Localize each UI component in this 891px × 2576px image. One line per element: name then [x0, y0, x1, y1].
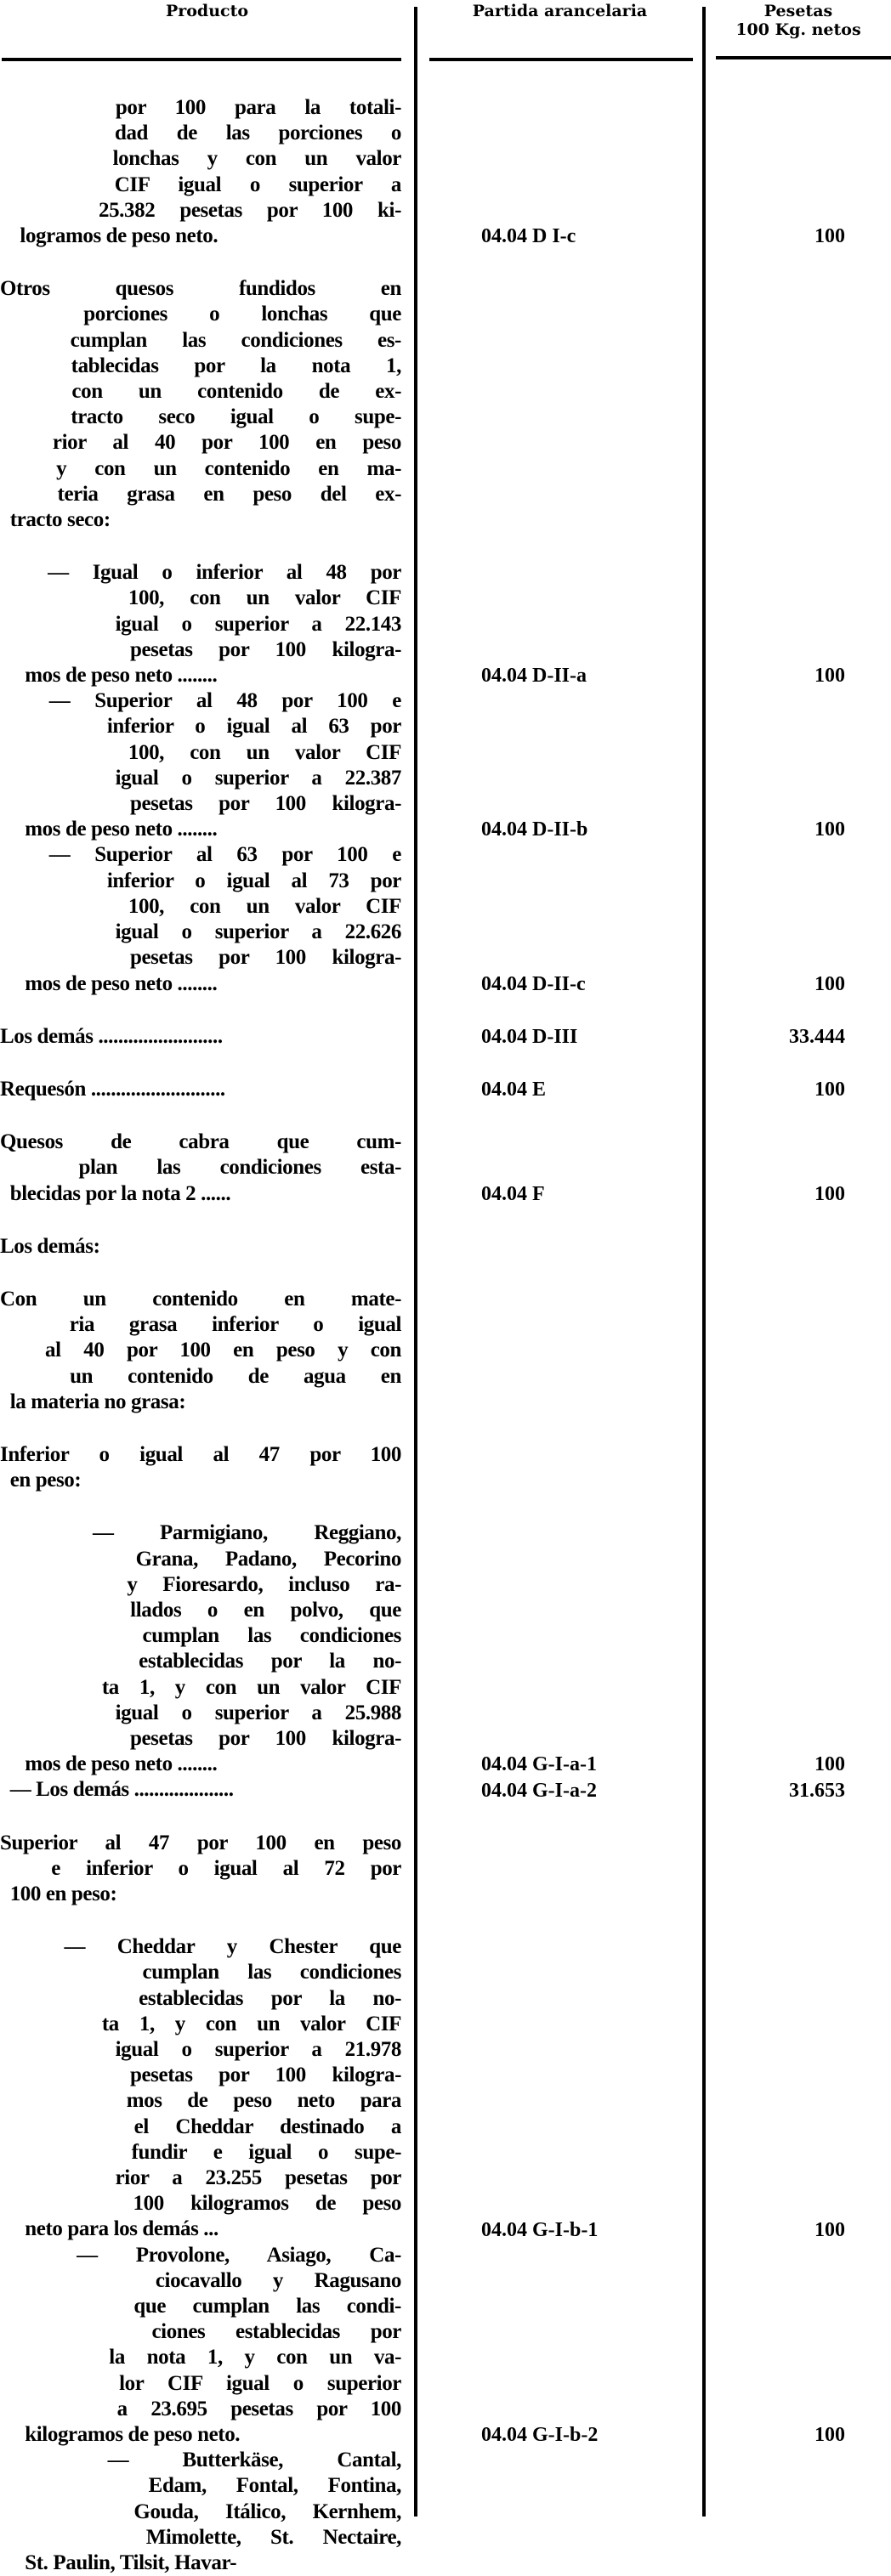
- product-line: — Provolone, Asiago, Ca-: [0, 2243, 401, 2267]
- product-line: kilogramos de peso neto.: [0, 2423, 241, 2447]
- table-row: [0, 276, 891, 533]
- product-line: en peso:: [0, 1469, 82, 1492]
- product-line: pesetas por 100 kilogra-: [0, 2064, 401, 2087]
- product-line: igual o superior a 21.978: [0, 2038, 401, 2061]
- product-line: Mimolette, St. Nectaire,: [0, 2525, 401, 2549]
- table-row: [0, 95, 891, 249]
- product-line: llados o en polvo, que: [0, 1598, 401, 1622]
- table-header: [0, 0, 891, 68]
- product-description: [0, 1442, 401, 1493]
- tariff-code: 04.04 G-I-a-1: [481, 1753, 597, 1776]
- product-line: — Igual o inferior al 48 por: [0, 561, 401, 585]
- product-description: [0, 842, 401, 996]
- product-description: [0, 1129, 401, 1207]
- pesetas-value: 100: [814, 225, 845, 248]
- product-line: 100, con un valor CIF: [0, 894, 401, 918]
- row-spacer: [0, 1493, 891, 1520]
- row-spacer: [0, 997, 891, 1024]
- product-line: y Fioresardo, incluso ra-: [0, 1572, 401, 1596]
- pesetas-value: 100: [814, 2218, 845, 2241]
- pesetas-unit-label: 100 Kg. netos: [735, 20, 861, 39]
- product-line: con un contenido de ex-: [0, 380, 401, 404]
- product-line: y con un contenido en ma-: [0, 456, 401, 480]
- product-line: — Parmigiano, Reggiano,: [0, 1521, 401, 1545]
- product-line: St. Paulin, Tilsit, Havar-: [0, 2551, 237, 2575]
- product-line: 100, con un valor CIF: [0, 586, 401, 610]
- table-row: [0, 1287, 891, 1415]
- product-line: ta 1, y con un valor CIF: [0, 2012, 401, 2035]
- product-description: [0, 1077, 401, 1102]
- product-line: teria grasa en peso del ex-: [0, 482, 401, 506]
- tariff-code: 04.04 F: [481, 1182, 545, 1205]
- product-line: mos de peso neto ........: [0, 818, 218, 841]
- pesetas-value: 31.653: [789, 1779, 845, 1802]
- product-line: e inferior o igual al 72 por: [0, 1856, 401, 1880]
- product-line: — Superior al 63 por 100 e: [0, 843, 401, 867]
- tariff-code: 04.04 D-II-a: [481, 665, 587, 688]
- product-line: plan las condiciones esta-: [0, 1156, 401, 1180]
- table-row: [0, 1077, 891, 1102]
- product-line: al 40 por 100 en peso y con: [0, 1339, 401, 1362]
- product-line: lonchas y con un valor: [0, 147, 401, 171]
- product-line: igual o superior a 22.387: [0, 766, 401, 790]
- row-spacer: [0, 1415, 891, 1442]
- tariff-code: 04.04 D-II-b: [481, 818, 588, 841]
- header-rule-pesetas: [716, 56, 891, 59]
- product-line: Los demás .........................: [0, 1024, 223, 1048]
- product-line: — Butterkäse, Cantal,: [0, 2449, 401, 2472]
- table-row: [0, 1520, 891, 1777]
- product-line: rior al 40 por 100 en peso: [0, 431, 401, 455]
- row-spacer: [0, 1907, 891, 1934]
- product-line: cumplan las condiciones: [0, 1624, 401, 1648]
- table-row: [0, 1129, 891, 1207]
- product-line: establecidas por la no-: [0, 1650, 401, 1673]
- product-description: [0, 560, 401, 688]
- tariff-code: 04.04 D I-c: [481, 225, 576, 248]
- product-line: Gouda, Itálico, Kernhem,: [0, 2500, 401, 2523]
- column-header-partida: Partida arancelaria: [472, 2, 648, 20]
- product-line: blecidas por la nota 2 ......: [0, 1181, 231, 1205]
- column-header-pesetas: [706, 2, 891, 39]
- row-spacer: [0, 1102, 891, 1129]
- column-header-producto: Producto: [165, 2, 249, 20]
- product-line: pesetas por 100 kilogra-: [0, 946, 401, 970]
- product-line: pesetas por 100 kilogra-: [0, 637, 401, 661]
- product-line: a 23.695 pesetas por 100: [0, 2397, 401, 2420]
- product-line: — Superior al 48 por 100 e: [0, 689, 401, 713]
- product-line: la materia no grasa:: [0, 1390, 186, 1413]
- product-line: la nota 1, y con un va-: [0, 2346, 401, 2369]
- product-line: mos de peso neto ........: [0, 664, 218, 688]
- product-line: CIF igual o superior a: [0, 173, 401, 196]
- product-description: [0, 2448, 401, 2576]
- product-line: mos de peso neto ........: [0, 971, 218, 995]
- product-description: [0, 1934, 401, 2242]
- product-description: [0, 276, 401, 533]
- product-line: que cumplan las condi-: [0, 2295, 401, 2318]
- product-line: tracto seco:: [0, 508, 111, 532]
- product-line: porciones o lonchas que: [0, 303, 401, 326]
- pesetas-value: 100: [814, 972, 845, 995]
- product-line: igual o superior a 22.143: [0, 612, 401, 636]
- product-line: igual o superior a 22.626: [0, 920, 401, 944]
- product-line: tablecidas por la nota 1,: [0, 354, 401, 377]
- product-line: Los demás:: [0, 1234, 100, 1258]
- product-line: 25.382 pesetas por 100 ki-: [0, 198, 401, 222]
- pesetas-label: Pesetas: [763, 2, 833, 20]
- table-row: [0, 1024, 891, 1050]
- product-line: Inferior o igual al 47 por 100: [0, 1442, 401, 1466]
- row-spacer: [0, 1207, 891, 1234]
- product-description: [0, 2243, 401, 2449]
- product-line: Otros quesos fundidos en: [0, 277, 401, 301]
- table-row: [0, 1777, 891, 1803]
- product-line: cumplan las condiciones es-: [0, 328, 401, 352]
- table-row: [0, 1234, 891, 1260]
- row-spacer: [0, 249, 891, 276]
- product-line: 100 kilogramos de peso: [0, 2192, 401, 2216]
- product-line: mos de peso neto ........: [0, 1752, 218, 1776]
- product-line: ria grasa inferior o igual: [0, 1313, 401, 1337]
- product-line: inferior o igual al 73 por: [0, 869, 401, 892]
- pesetas-value: 100: [814, 2424, 845, 2447]
- product-line: por 100 para la totali-: [0, 96, 401, 119]
- product-line: ta 1, y con un valor CIF: [0, 1675, 401, 1699]
- product-line: ciocavallo y Ragusano: [0, 2268, 401, 2292]
- product-line: un contenido de agua en: [0, 1364, 401, 1388]
- product-line: Superior al 47 por 100 en peso: [0, 1831, 401, 1854]
- pesetas-value: 100: [814, 1753, 845, 1776]
- tariff-code: 04.04 E: [481, 1079, 547, 1101]
- product-line: establecidas por la no-: [0, 1986, 401, 2010]
- product-line: pesetas por 100 kilogra-: [0, 792, 401, 816]
- header-rule-producto: [2, 58, 401, 61]
- product-description: [0, 688, 401, 842]
- product-line: Edam, Fontal, Fontina,: [0, 2474, 401, 2498]
- product-line: lor CIF igual o superior: [0, 2371, 401, 2395]
- table-row: [0, 1442, 891, 1493]
- product-line: pesetas por 100 kilogra-: [0, 1726, 401, 1750]
- table-row: [0, 842, 891, 996]
- table-row: [0, 2243, 891, 2449]
- product-line: rior a 23.255 pesetas por: [0, 2166, 401, 2190]
- tariff-code: 04.04 D-II-c: [481, 972, 586, 995]
- product-line: Requesón ...........................: [0, 1077, 225, 1101]
- table-row: [0, 688, 891, 842]
- product-line: 100, con un valor CIF: [0, 740, 401, 764]
- product-description: [0, 1777, 401, 1803]
- table-row: [0, 1831, 891, 1908]
- pesetas-value: 100: [814, 818, 845, 841]
- product-line: el Cheddar destinado a: [0, 2115, 401, 2138]
- table-row: [0, 2448, 891, 2576]
- tariff-table-body: [0, 95, 891, 2576]
- product-line: Con un contenido en mate-: [0, 1287, 401, 1311]
- product-line: tracto seco igual o supe-: [0, 405, 401, 429]
- product-description: [0, 1234, 401, 1260]
- tariff-code: 04.04 G-I-a-2: [481, 1779, 597, 1802]
- product-line: — Los demás ....................: [0, 1778, 234, 1802]
- product-line: logramos de peso neto.: [0, 224, 218, 248]
- product-line: ciones establecidas por: [0, 2320, 401, 2344]
- product-line: inferior o igual al 63 por: [0, 715, 401, 739]
- row-spacer: [0, 1803, 891, 1831]
- pesetas-value: 100: [814, 1079, 845, 1101]
- tariff-code: 04.04 G-I-b-2: [481, 2424, 599, 2447]
- product-line: fundir e igual o supe-: [0, 2140, 401, 2164]
- product-line: neto para los demás ...: [0, 2217, 218, 2241]
- product-description: [0, 1520, 401, 1777]
- product-description: [0, 95, 401, 249]
- product-description: [0, 1287, 401, 1415]
- tariff-code: 04.04 D-III: [481, 1025, 578, 1048]
- pesetas-value: 100: [814, 665, 845, 688]
- header-rule-partida: [429, 58, 693, 61]
- table-row: [0, 1934, 891, 2242]
- product-description: [0, 1024, 401, 1050]
- product-line: 100 en peso:: [0, 1882, 117, 1905]
- row-spacer: [0, 533, 891, 560]
- product-line: dad de las porciones o: [0, 122, 401, 145]
- row-spacer: [0, 1050, 891, 1077]
- row-spacer: [0, 1260, 891, 1287]
- product-line: Grana, Padano, Pecorino: [0, 1547, 401, 1571]
- tariff-code: 04.04 G-I-b-1: [481, 2218, 599, 2241]
- product-line: cumplan las condiciones: [0, 1961, 401, 1984]
- product-description: [0, 1831, 401, 1908]
- product-line: mos de peso neto para: [0, 2089, 401, 2113]
- product-line: Quesos de cabra que cum-: [0, 1130, 401, 1154]
- pesetas-value: 100: [814, 1182, 845, 1205]
- pesetas-value: 33.444: [789, 1025, 845, 1048]
- table-row: [0, 560, 891, 688]
- product-line: igual o superior a 25.988: [0, 1701, 401, 1724]
- product-line: — Cheddar y Chester que: [0, 1935, 401, 1959]
